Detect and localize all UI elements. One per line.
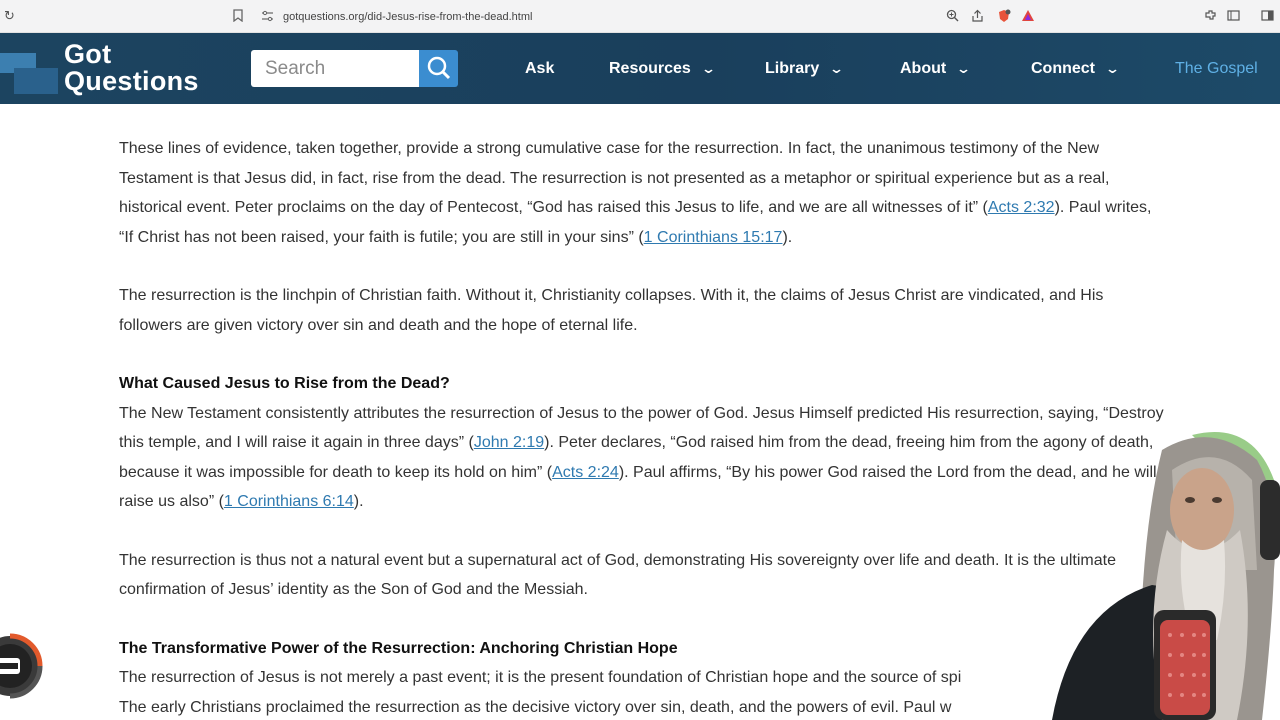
site-logo[interactable] xyxy=(0,41,215,97)
chevron-down-icon: ⌄ xyxy=(956,61,972,76)
search-icon xyxy=(419,50,458,87)
logo-text xyxy=(64,41,199,95)
search-button[interactable] xyxy=(419,50,458,87)
share-icon[interactable] xyxy=(970,9,984,23)
window-icon[interactable] xyxy=(1260,9,1274,23)
text: ). xyxy=(353,493,364,510)
browser-toolbar xyxy=(0,0,1280,33)
logo-line1: Got xyxy=(64,39,112,69)
scripture-link[interactable]: 1 Corinthians 6:14 xyxy=(223,493,354,510)
search-box xyxy=(251,50,420,87)
paragraph: The resurrection is thus not a natural event but a supernatural act of God, demonstrating His sovereignty over life and death. It is the ultimate confirmation of Jesus’ identity as the Son of God and the Messiah. xyxy=(119,551,1116,598)
address-bar-url[interactable]: gotquestions.org/did-Jesus-rise-from-the-dead.html xyxy=(283,11,533,23)
site-header xyxy=(0,33,1280,104)
scripture-link[interactable]: 1 Corinthians 15:17 xyxy=(643,228,783,246)
nav-about[interactable] xyxy=(900,60,972,78)
logo-square-icon xyxy=(14,68,58,94)
search-input[interactable] xyxy=(251,50,411,87)
site-info-icon[interactable] xyxy=(261,10,275,24)
section-heading: What Caused Jesus to Rise from the Dead? xyxy=(119,375,450,392)
paragraph: The resurrection is the linchpin of Christian faith. Without it, Christianity collapses. With it, the claims of Jesus Christ are vindicated, and His followers are given victory over sin and death and the hope of eternal life. xyxy=(119,287,1104,334)
chevron-down-icon: ⌄ xyxy=(829,61,845,76)
text: The resurrection of Jesus is not merely a past event; it is the present foundation of Christian hope and the source of spi xyxy=(119,669,962,686)
brave-shield-icon[interactable] xyxy=(997,9,1011,23)
nav-library-label: Library xyxy=(765,60,820,77)
nav-connect[interactable] xyxy=(1031,60,1121,78)
nav-the-gospel[interactable] xyxy=(1175,60,1258,78)
text: ). Paul writes, “If Christ has not been raised, your faith is futile; you are still in your sins” ( xyxy=(119,199,1152,246)
nav-library[interactable] xyxy=(765,60,845,78)
sidebar-icon[interactable] xyxy=(1226,9,1240,23)
section-heading: The Transformative Power of the Resurrection: Anchoring Christian Hope xyxy=(119,639,678,657)
reload-icon[interactable]: ↻ xyxy=(4,8,15,23)
text: These lines of evidence, taken together, provide a strong cumulative case for the resurrection. In fact, the unanimous testimony of the New Testament is that Jesus did, in fact, rise from the dead. The resurrection is not presented as a metaphor or spiritual experience but as a real, historical event. Peter proclaims on the day of Pentecost, “God has raised this Jesus to life, and we are all witnesses of it” ( xyxy=(119,140,1110,216)
text: ). xyxy=(782,228,793,246)
scripture-link[interactable]: Acts 2:32 xyxy=(987,199,1055,216)
nav-resources-label: Resources xyxy=(609,60,691,77)
brave-rewards-icon[interactable] xyxy=(1021,9,1035,23)
logo-line2: Questions xyxy=(64,66,199,96)
circular-widget-icon xyxy=(0,633,44,699)
nav-ask-label: Ask xyxy=(525,60,555,77)
nav-connect-label: Connect xyxy=(1031,60,1095,77)
text: The early Christians proclaimed the resurrection as the decisive victory over sin, death, and the powers of evil. Paul w xyxy=(119,698,952,716)
nav-gospel-label: The Gospel xyxy=(1175,60,1258,77)
bookmark-icon[interactable] xyxy=(232,9,246,23)
chevron-down-icon: ⌄ xyxy=(700,61,716,76)
scripture-link[interactable]: Acts 2:24 xyxy=(552,463,619,481)
paragraph xyxy=(119,134,1169,252)
chevron-down-icon: ⌄ xyxy=(1104,61,1121,76)
nav-ask[interactable] xyxy=(525,60,554,78)
text: ). Peter declares, “God raised him from the dead, freeing him from the agony of death, because it was impossible for death to keep its hold on him” ( xyxy=(119,434,1154,481)
floating-widget[interactable] xyxy=(0,633,44,699)
nav-about-label: About xyxy=(900,60,947,77)
webcam-overlay xyxy=(1012,420,1280,720)
zoom-icon[interactable] xyxy=(945,9,959,23)
text: ). Paul affirms, “By his power God raised the Lord from the dead, and he will raise us also” ( xyxy=(119,463,1157,510)
scripture-link[interactable]: John 2:19 xyxy=(473,434,545,451)
text: The New Testament consistently attributes the resurrection of Jesus to the power of God. Jesus Himself predicted His resurrection, saying, “Destroy this temple, and I will raise it again in three days” ( xyxy=(119,404,1164,451)
presenter-video-icon xyxy=(1012,420,1280,720)
nav-resources[interactable] xyxy=(609,60,714,78)
extensions-icon[interactable] xyxy=(1203,9,1217,23)
